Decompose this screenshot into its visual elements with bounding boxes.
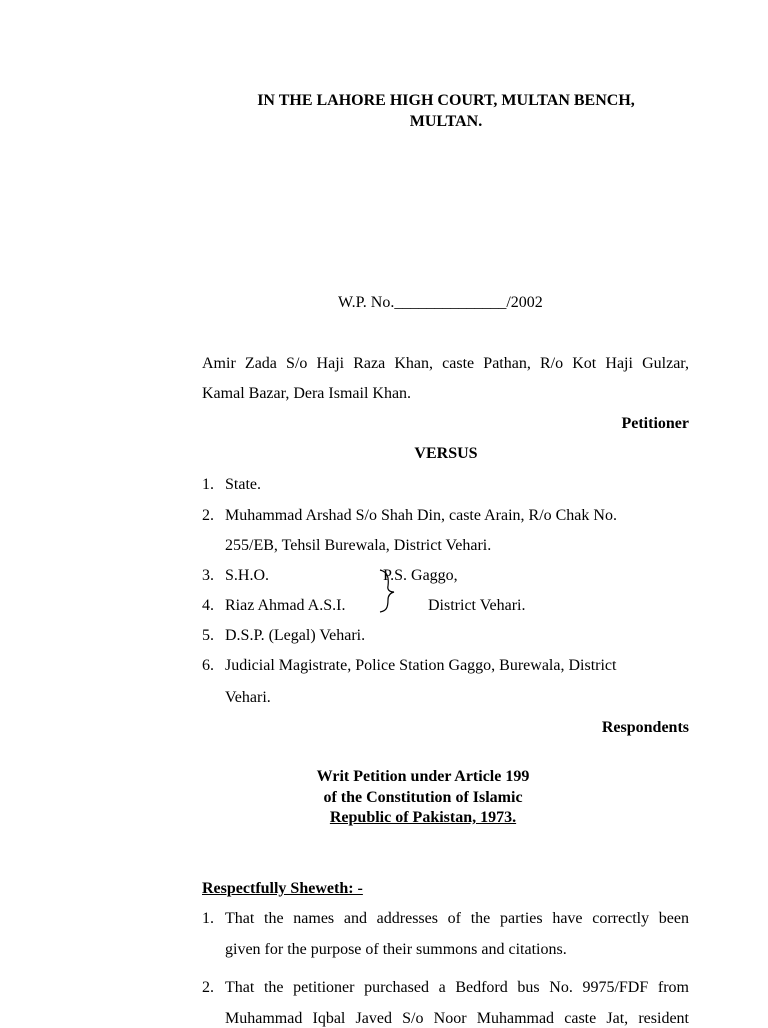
petitioner-line2: Kamal Bazar, Dera Ismail Khan.: [202, 385, 412, 402]
respondent-number: 6.: [202, 657, 214, 674]
respondent-item: S.H.O.: [225, 567, 270, 584]
writ-title-line2: of the Constitution of Islamic: [323, 789, 523, 806]
paragraph-number: 1.: [202, 910, 214, 927]
respondent-item-continuation: 255/EB, Tehsil Burewala, District Vehari.: [225, 537, 492, 554]
respondent-item: Muhammad Arshad S/o Shah Din, caste Arain, R/o Chak No.: [225, 507, 617, 524]
writ-title-line3: Republic of Pakistan, 1973.: [329, 809, 517, 826]
respondent-item-right: P.S. Gaggo,: [383, 567, 458, 584]
paragraph-line: Muhammad Iqbal Javed S/o Noor Muhammad caste Jat, resident: [225, 1010, 689, 1027]
respondent-number: 1.: [202, 476, 214, 493]
sheweth-heading: Respectfully Sheweth: -: [202, 880, 363, 897]
versus-heading: VERSUS: [414, 445, 478, 462]
case-number: W.P. No.______________/2002: [338, 294, 543, 311]
paragraph-number: 2.: [202, 979, 214, 996]
petitioner-line1: Amir Zada S/o Haji Raza Khan, caste Pathan, R/o Kot Haji Gulzar,: [202, 355, 689, 372]
court-heading-line2: MULTAN.: [409, 113, 483, 130]
respondent-item-continuation: Vehari.: [225, 689, 271, 706]
paragraph-line: That the petitioner purchased a Bedford bus No. 9975/FDF from: [225, 979, 689, 996]
paragraph-line: given for the purpose of their summons and citations.: [225, 941, 567, 958]
respondent-item-right: District Vehari.: [428, 597, 526, 614]
court-heading-line1: IN THE LAHORE HIGH COURT, MULTAN BENCH,: [257, 92, 635, 109]
respondent-item: Judicial Magistrate, Police Station Gaggo, Burewala, District: [225, 657, 617, 674]
respondent-item: State.: [225, 476, 261, 493]
writ-title-line1: Writ Petition under Article 199: [316, 768, 530, 785]
curly-brace-icon: [376, 568, 400, 614]
respondent-item: D.S.P. (Legal) Vehari.: [225, 627, 366, 644]
respondents-label: Respondents: [601, 719, 689, 736]
paragraph-line: That the names and addresses of the parties have correctly been: [225, 910, 689, 927]
respondent-item: Riaz Ahmad A.S.I.: [225, 597, 346, 614]
respondent-number: 5.: [202, 627, 214, 644]
respondent-number: 2.: [202, 507, 214, 524]
petitioner-label: Petitioner: [621, 415, 689, 432]
respondent-number: 3.: [202, 567, 214, 584]
respondent-number: 4.: [202, 597, 214, 614]
